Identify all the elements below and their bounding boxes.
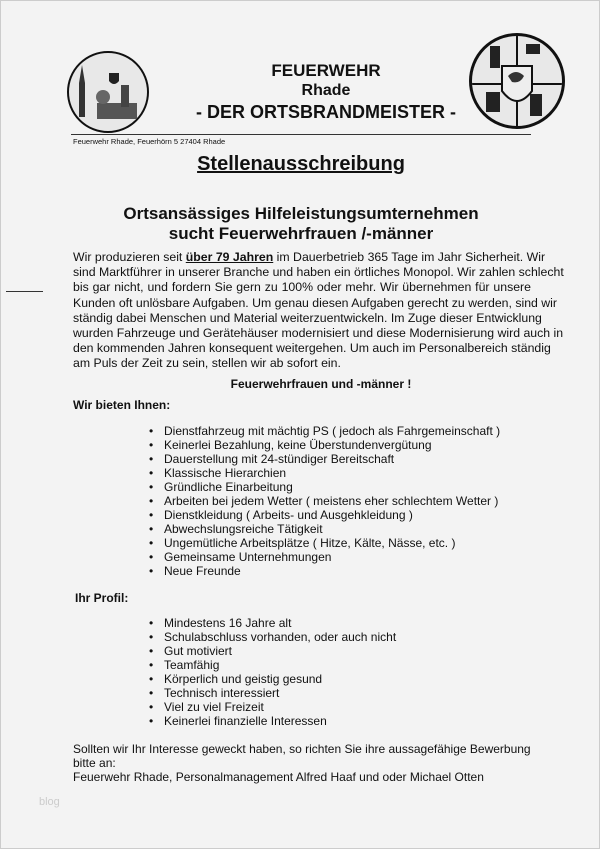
header-org: FEUERWEHR — [271, 61, 381, 80]
bullet-icon: • — [149, 550, 154, 564]
document-title: Stellenausschreibung — [197, 153, 405, 175]
list-item-text: Teamfähig — [164, 658, 220, 672]
intro-line: den kommenden Jahren konsequent weitergehen. Um auch im Personalbereich ständig — [73, 341, 551, 356]
list-item — [149, 550, 500, 564]
list-item — [149, 564, 500, 578]
list-item-text: Dienstkleidung ( Arbeits- und Ausgehkleidung ) — [164, 508, 413, 522]
bullet-icon: • — [149, 424, 154, 438]
list-item — [149, 522, 500, 536]
bullet-icon: • — [149, 522, 154, 536]
list-item-text: Körperlich und geistig gesund — [164, 672, 323, 686]
intro-line: sind Marktführer in unserer Branche und haben ein örtliches Monopol. Wir zahlen schlecht — [73, 265, 564, 280]
header-role: - DER ORTSBRANDMEISTER - — [196, 102, 456, 122]
list-item-text: Keinerlei finanzielle Interessen — [164, 714, 327, 728]
margin-mark — [6, 291, 43, 292]
list-item-text: Arbeiten bei jedem Wetter ( meistens eher schlechtem Wetter ) — [164, 494, 499, 508]
bullet-icon: • — [149, 644, 154, 658]
list-item — [149, 672, 396, 686]
bullet-icon: • — [149, 438, 154, 452]
offer-heading: Wir bieten Ihnen: — [73, 398, 171, 412]
watermark: blog — [39, 796, 60, 808]
list-item — [149, 536, 500, 550]
bullet-icon: • — [149, 658, 154, 672]
list-item-text: Dauerstellung mit 24-stündiger Bereitschaft — [164, 452, 395, 466]
bullet-icon: • — [149, 630, 154, 644]
closing-line: Sollten wir Ihr Interesse geweckt haben, so richten Sie ihre aussagefähige Bewerbung — [73, 742, 531, 756]
bullet-icon: • — [149, 686, 154, 700]
list-item — [149, 700, 396, 714]
bullet-icon: • — [149, 480, 154, 494]
list-item-text: Abwechslungsreiche Tätigkeit — [164, 522, 323, 536]
list-item — [149, 508, 500, 522]
list-item — [149, 630, 396, 644]
list-item — [149, 438, 500, 452]
intro-line — [73, 250, 546, 265]
bullet-icon: • — [149, 714, 154, 728]
list-item-text: Viel zu viel Freizeit — [164, 700, 264, 714]
list-item — [149, 466, 500, 480]
list-item-text: Neue Freunde — [164, 564, 241, 578]
intro-line: wurden Fahrzeuge und Gerätehäuser modernisiert und diese Modernisierung wird auch in — [73, 326, 564, 341]
intro-line: bis gar nicht, und fordern Sie gern zu 100% oder mehr. Wir übernehmen für unsere — [73, 280, 531, 295]
header-place: Rhade — [301, 82, 351, 99]
list-item — [149, 658, 396, 672]
list-item — [149, 686, 396, 700]
list-item-text: Mindestens 16 Jahre alt — [164, 616, 292, 630]
sender-address: Feuerwehr Rhade, Feuerhörn 5 27404 Rhade — [73, 137, 226, 146]
list-item-text: Gut motiviert — [164, 644, 233, 658]
center-heading: Feuerwehrfrauen und -männer ! — [230, 377, 412, 391]
intro-line: am Puls der Zeit zu sein, stellen wir ab sofort ein. — [73, 356, 341, 371]
subtitle-line-2: sucht Feuerwehrfrauen /-männer — [168, 224, 434, 243]
list-item-text: Schulabschluss vorhanden, oder auch nicht — [164, 630, 397, 644]
list-item — [149, 480, 500, 494]
list-item-text: Klassische Hierarchien — [164, 466, 287, 480]
town-crest-logo — [67, 51, 149, 133]
bullet-icon: • — [149, 508, 154, 522]
list-item-text: Dienstfahrzeug mit mächtig PS ( jedoch als Fahrgemeinschaft ) — [164, 424, 501, 438]
list-item-text: Gründliche Einarbeitung — [164, 480, 293, 494]
profile-list — [149, 616, 396, 728]
list-item — [149, 714, 396, 728]
intro-line: ständig dabei Menschen und Material weiterzuentwickeln. Im Zuge dieser Entwicklung — [73, 310, 542, 325]
list-item-text: Technisch interessiert — [164, 686, 280, 700]
list-item — [149, 424, 500, 438]
list-item — [149, 616, 396, 630]
list-item-text: Keinerlei Bezahlung, keine Überstundenvergütung — [164, 438, 432, 452]
bullet-icon: • — [149, 672, 154, 686]
intro-paragraph — [73, 250, 564, 372]
list-item — [149, 452, 500, 466]
header-rule — [71, 134, 531, 135]
bullet-icon: • — [149, 564, 154, 578]
intro-line: Kunden oft unlösbare Aufgaben. Um genau diesen Aufgaben gerecht zu werden, sind wir — [73, 295, 558, 310]
profile-heading: Ihr Profil: — [75, 591, 129, 605]
bullet-icon: • — [149, 616, 154, 630]
list-item — [149, 494, 500, 508]
intro-text: Wir produzieren seit — [73, 250, 186, 264]
bullet-icon: • — [149, 700, 154, 714]
intro-text: im Dauerbetrieb 365 Tage im Jahr Sicherheit. Wir — [273, 250, 546, 264]
bullet-icon: • — [149, 452, 154, 466]
offer-list — [149, 424, 500, 578]
subtitle-line-1: Ortsansässiges Hilfeleistungsumternehmen — [123, 204, 479, 223]
bullet-icon: • — [149, 466, 154, 480]
bullet-icon: • — [149, 536, 154, 550]
bullet-icon: • — [149, 494, 154, 508]
contact-line: Feuerwehr Rhade, Personalmanagement Alfred Haaf und oder Michael Otten — [73, 770, 484, 784]
list-item-text: Gemeinsame Unternehmungen — [164, 550, 332, 564]
list-item — [149, 644, 396, 658]
closing-line: bitte an: — [73, 756, 116, 770]
list-item-text: Ungemütliche Arbeitsplätze ( Hitze, Kälte, Nässe, etc. ) — [164, 536, 456, 550]
intro-emphasis: über 79 Jahren — [185, 250, 274, 264]
